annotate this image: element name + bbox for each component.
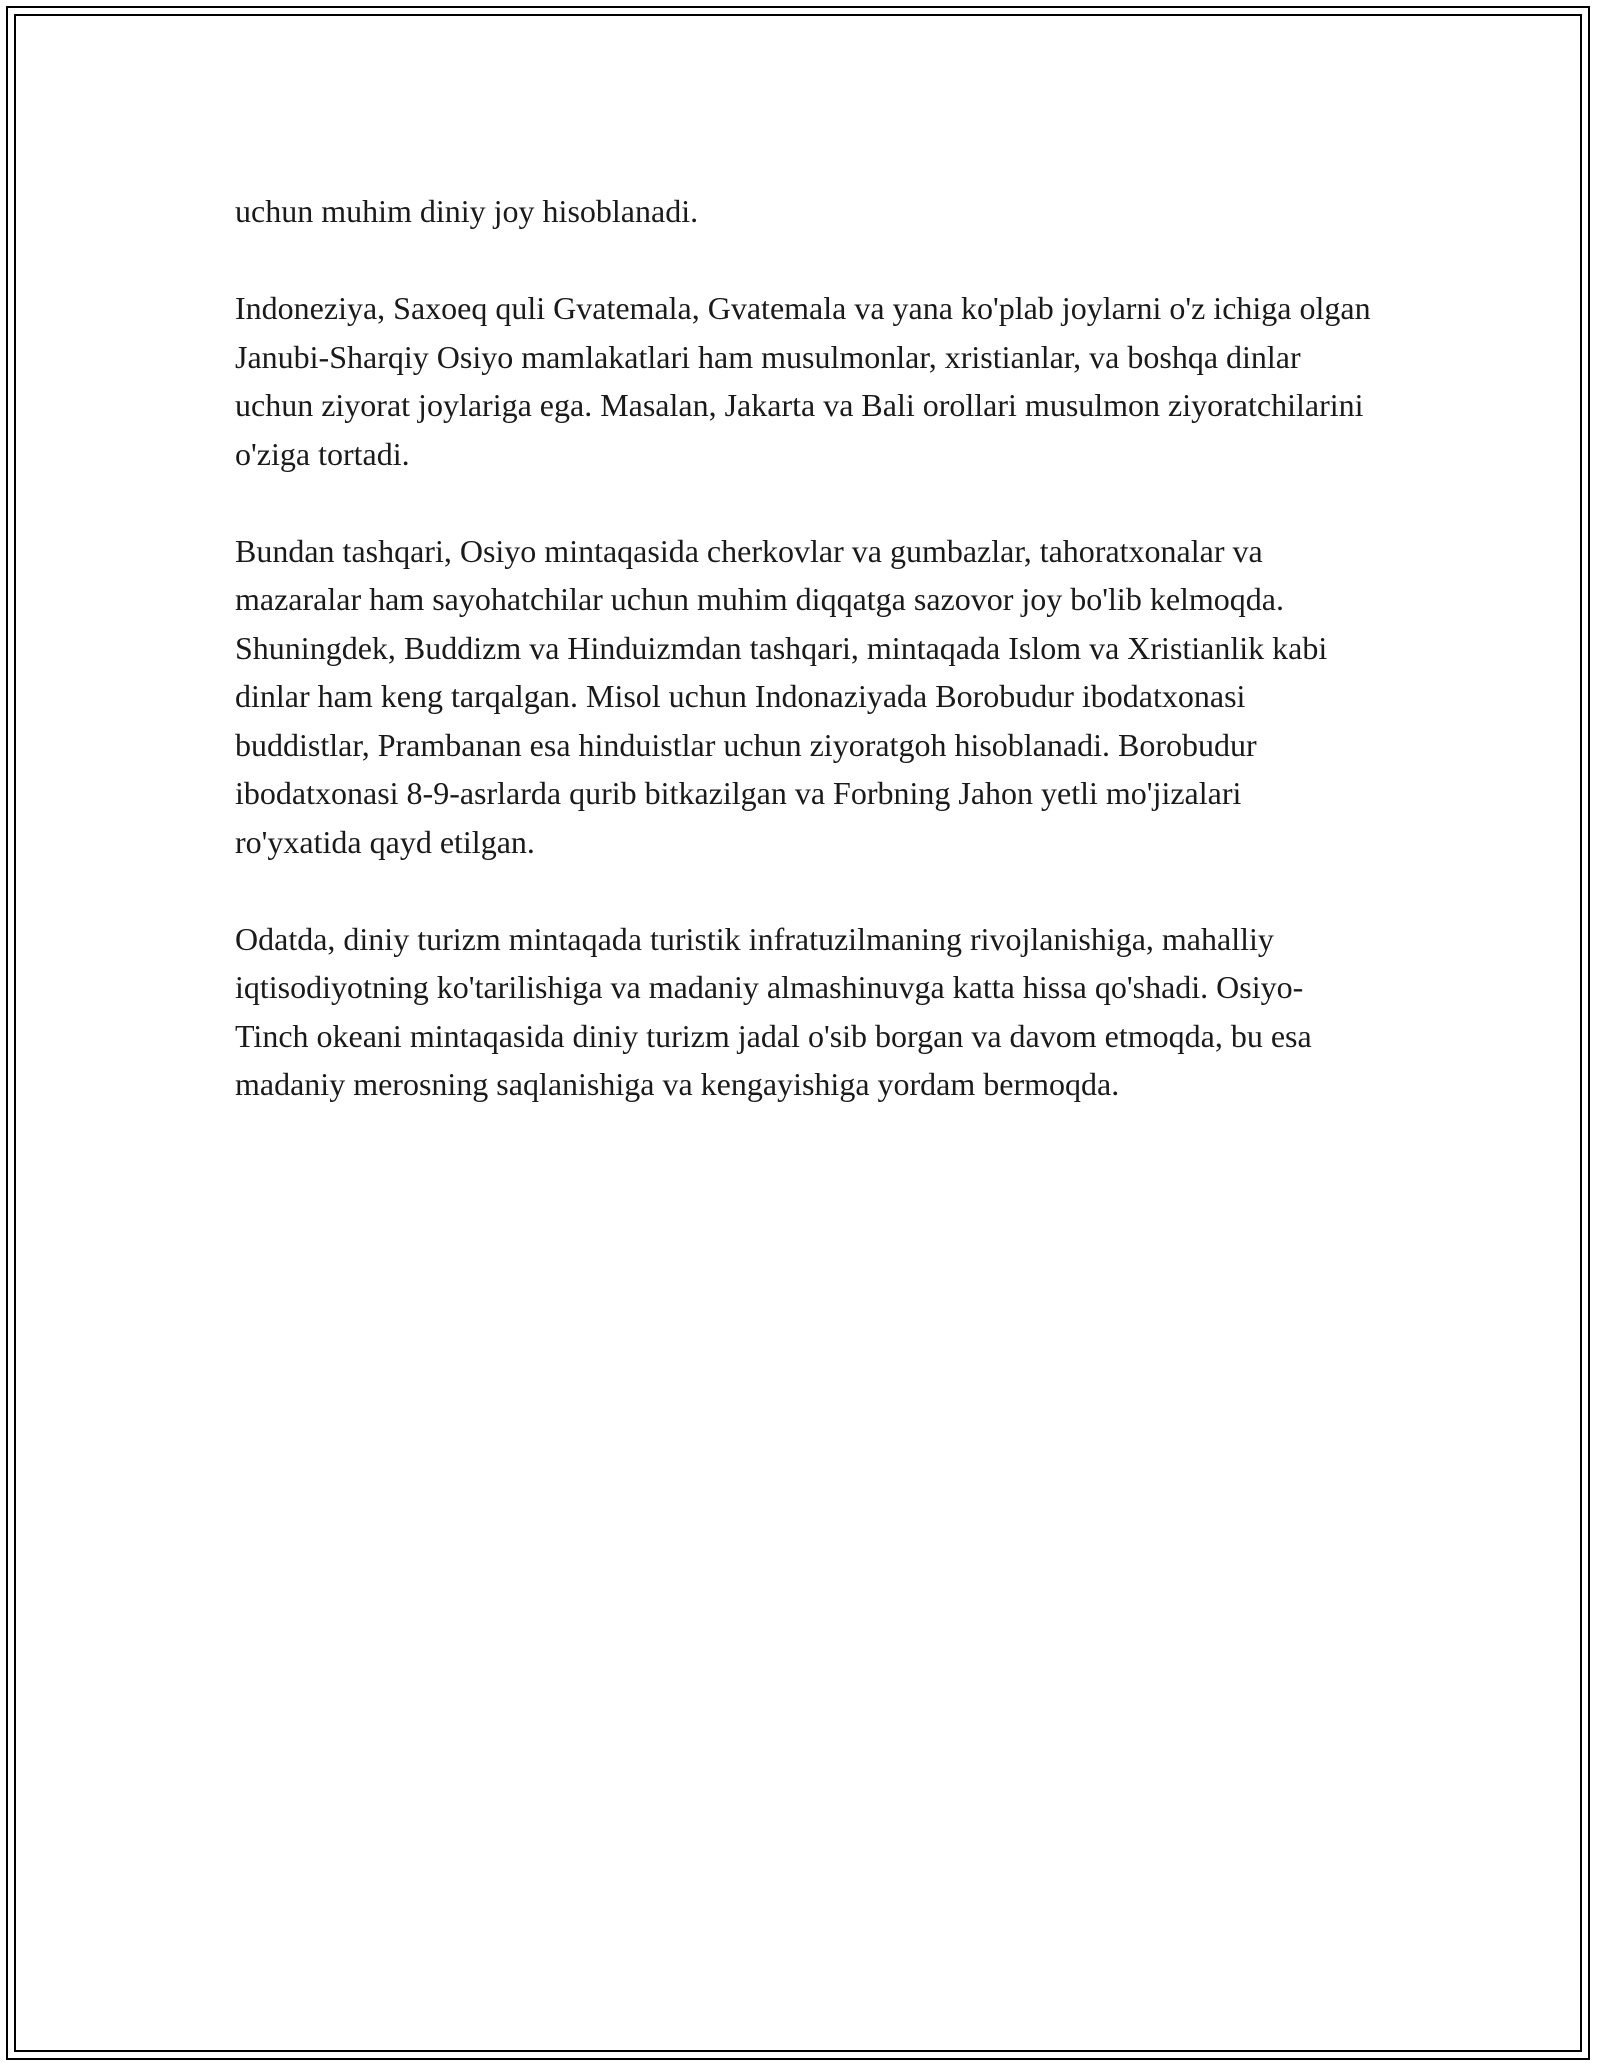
document-body bbox=[235, 187, 1375, 1157]
paragraph-southeast-asia: Indoneziya, Saxoeq quli Gvatemala, Gvatemala va yana ko'plab joylarni o'z ichiga olgan Janubi-Sharqiy Osiyo mamlakatlari ham musulmonlar, xristianlar, va boshqa dinlar uchun ziyorat joylariga ega. Masalan, Jakarta va Bali orollari musulmon ziyoratchilarini o'ziga tortadi. bbox=[235, 290, 1371, 472]
paragraph-conclusion: Odatda, diniy turizm mintaqada turistik infratuzilmaning rivojlanishiga, mahalliy iqtisodiyotning ko'tarilishiga va madaniy almashinuvga katta hissa qo'shadi. Osiyo-Tinch okeani mintaqasida diniy turizm jadal o'sib borgan va davom etmoqda, bu esa madaniy merosning saqlanishiga va kengayishiga yordam bermoqda. bbox=[235, 920, 1312, 1102]
paragraph-churches-temples: Bundan tashqari, Osiyo mintaqasida cherkovlar va gumbazlar, tahoratxonalar va mazaralar ham sayohatchilar uchun muhim diqqatga sazovor joy bo'lib kelmoqda. Shuningdek, Buddizm va Hinduizmdan tashqari, mintaqada Islom va Xristianlik kabi dinlar ham keng tarqalgan. Misol uchun Indonaziyada Borobudur ibodatxonasi buddistlar, Prambanan esa hinduistlar uchun ziyoratgoh hisoblanadi. Borobudur ibodatxonasi 8-9-asrlarda qurib bitkazilgan va Forbning Jahon yetli mo'jizalari ro'yxatida qayd etilgan. bbox=[235, 532, 1328, 860]
paragraph-continuation: uchun muhim diniy joy hisoblanadi. bbox=[235, 193, 699, 229]
